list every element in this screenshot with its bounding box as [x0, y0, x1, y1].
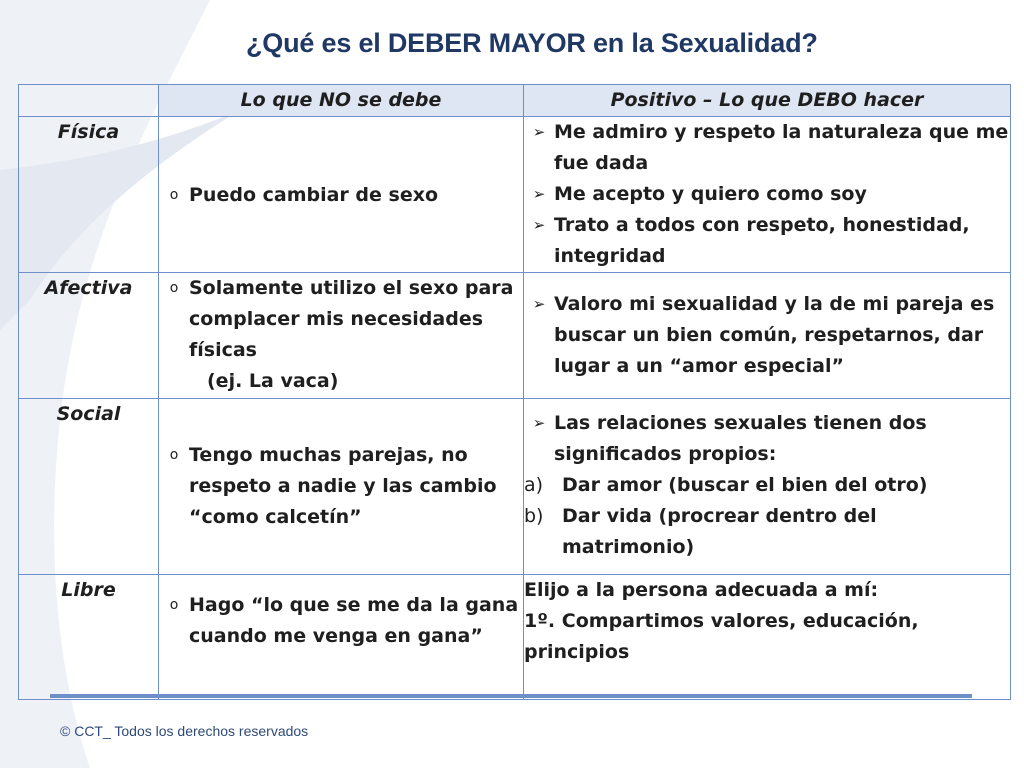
list-item: [159, 590, 523, 652]
list-item-text: Solamente utilizo el sexo para complacer mis necesidades físicas: [189, 277, 514, 361]
negative-cell: [159, 273, 524, 399]
list-item: [524, 117, 1010, 179]
list-item-text: Me acepto y quiero como soy: [554, 183, 867, 205]
arrow-bullet-icon: ➢: [532, 414, 546, 432]
column-header-negative: Lo que NO se debe: [159, 85, 524, 117]
list-marker: b): [524, 505, 544, 527]
positive-cell: [524, 399, 1011, 575]
arrow-bullet-icon: ➢: [532, 216, 546, 234]
negative-cell: [159, 399, 524, 575]
positive-text-line: 1º. Compartimos valores, educación, principios: [524, 610, 919, 663]
page-title: ¿Qué es el DEBER MAYOR en la Sexualidad?: [246, 28, 818, 58]
list-item-text: (ej. La vaca): [207, 370, 339, 392]
circle-bullet-icon: o: [169, 280, 179, 296]
list-item: [524, 179, 1010, 210]
corner-cell: [19, 85, 159, 117]
list-item-text: Dar amor (buscar el bien del otro): [562, 474, 928, 496]
list-marker: a): [524, 474, 544, 496]
circle-bullet-icon: o: [169, 447, 179, 463]
row-label-fisica: Física: [19, 117, 159, 273]
row-label-libre: Libre: [19, 575, 159, 700]
bottom-rule: [50, 694, 972, 698]
list-item: [159, 273, 523, 366]
list-item-text: Dar vida (procrear dentro del matrimonio): [562, 505, 877, 558]
list-item: [524, 289, 1010, 382]
arrow-bullet-icon: ➢: [532, 185, 546, 203]
list-item-text: Valoro mi sexualidad y la de mi pareja es buscar un bien común, respetarnos, dar lugar a un “amor especial”: [554, 293, 995, 377]
positive-text-line: Elijo a la persona adecuada a mí:: [524, 579, 879, 601]
list-item-text: Las relaciones sexuales tienen dos significados propios:: [554, 412, 927, 465]
negative-cell: [159, 575, 524, 700]
list-item-text: Puedo cambiar de sexo: [189, 184, 439, 206]
row-label-social: Social: [19, 399, 159, 575]
positive-cell: [524, 117, 1011, 273]
list-item-text: Hago “lo que se me da la gana cuando me venga en gana”: [189, 594, 519, 647]
list-item: [524, 501, 1010, 563]
table-header-row: [19, 85, 1011, 117]
positive-cell: [524, 575, 1011, 700]
sexuality-duties-table: [18, 84, 1011, 700]
arrow-bullet-icon: ➢: [532, 123, 546, 141]
circle-bullet-icon: o: [169, 597, 179, 613]
list-item: [159, 440, 523, 533]
list-item-continuation: [159, 366, 523, 397]
circle-bullet-icon: o: [169, 187, 179, 203]
arrow-bullet-icon: ➢: [532, 295, 546, 313]
column-header-positive: Positivo – Lo que DEBO hacer: [524, 85, 1011, 117]
row-label-afectiva: Afectiva: [19, 273, 159, 399]
list-item-text: Trato a todos con respeto, honestidad, integridad: [554, 214, 970, 267]
table-row: [19, 273, 1011, 399]
positive-cell: [524, 273, 1011, 399]
list-item: [524, 210, 1010, 272]
negative-cell: [159, 117, 524, 273]
table-row: [19, 117, 1011, 273]
copyright-footer: © CCT_ Todos los derechos reservados: [60, 723, 309, 739]
list-item: [159, 180, 523, 211]
list-item-text: Tengo muchas parejas, no respeto a nadie y las cambio “como calcetín”: [189, 444, 497, 528]
table-row: [19, 575, 1011, 700]
table-row: [19, 399, 1011, 575]
list-item: [524, 408, 1010, 470]
list-item: [524, 470, 1010, 501]
list-item-text: Me admiro y respeto la naturaleza que me fue dada: [554, 121, 1009, 174]
